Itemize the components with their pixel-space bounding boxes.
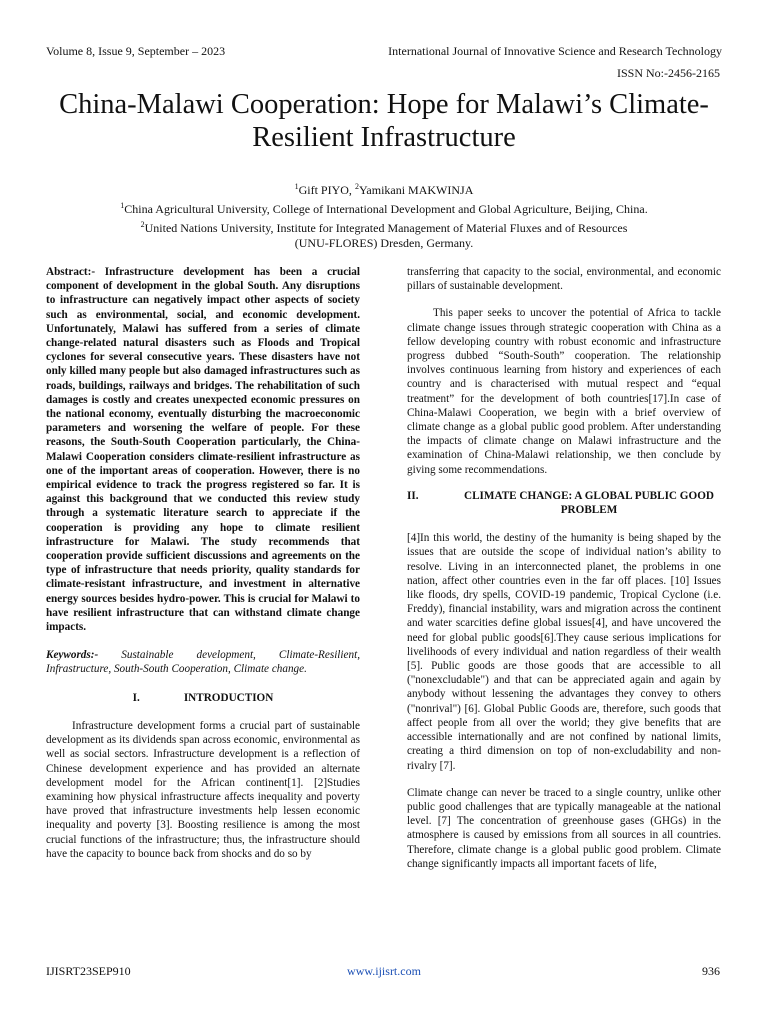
affiliation-1-text: China Agricultural University, College of International Development and Global Agriculture, Beijing, China. — [124, 202, 648, 216]
paragraph-continued: transferring that capacity to the social, environmental, and economic pillars of sustainable development. — [407, 266, 721, 293]
author-block — [40, 179, 728, 251]
keywords-text: Sustainable development, Climate-Resilient, Infrastructure, South-South Cooperation, Climate change. — [46, 649, 360, 676]
paragraph-purpose: This paper seeks to uncover the potential of Africa to tackle climate change issues through strategic cooperation with China as a fellow developing country with robust economic and infrastructure progress dubbed “South-South” cooperation. The relationship involves continuous learning from history and experiences of each country and is characterised with mutual respect and “equal treatment” for the development of both countries[17].In case of China-Malawi Cooperation, we begin with a brief overview of climate change as a global public good problem. After understanding the impacts of climate change on Malawi infrastructure and the examination of China-Malawi relationship, we then conclude by giving some recommendations. — [407, 307, 721, 476]
volume-info: Volume 8, Issue 9, September – 2023 — [46, 44, 226, 58]
paragraph-climate-change: Climate change can never be traced to a single country, unlike other public good challenges that are typically manageable at the national level. [7] The concentration of greenhouse gases (GHGs) in the atmosphere is caused by emissions from all sources in all countries. Therefore, climate change is a global public good problem. Climate change significantly impacts all important facets of life, — [407, 786, 721, 870]
section-title: CLIMATE CHANGE: A GLOBAL PUBLIC GOOD PROBLEM — [464, 489, 714, 517]
author-sup: 2 — [354, 182, 359, 191]
author-line — [40, 179, 728, 198]
paper-title: China-Malawi Cooperation: Hope for Malawi’s Climate-Resilient Infrastructure — [59, 89, 709, 153]
affiliation-2 — [40, 217, 728, 236]
section-number: II. — [407, 489, 419, 502]
right-column — [407, 265, 721, 871]
keywords-label: Keywords:- — [46, 649, 99, 662]
section-title: INTRODUCTION — [183, 691, 274, 704]
author-sup: 1 — [294, 182, 299, 191]
paper-id: IJISRT23SEP910 — [46, 964, 131, 978]
paragraph-global-issues: [4]In this world, the destiny of the humanity is being shaped by the issues that are outside the scope of individual nation’s ability to resolve. Living in an interconnected planet, the problems in one nation, affect other countries even in the far off places. [10] Issues like floods, dry spells, COVID-19 pandemic, Tropical Cyclone (i.e. Freddy), financial instability, wars and migration across the continent and water scarcities define global issues[4], and have uncovered the need for global public goods[6].They cause serious implications for livelihoods of every individual and nation regardless of their wealth [5]. Public goods are those goods that are accessible to all ("nonexcludable") and that can be appreciated again and again by anybody without lessening the advantages they convey to others ("nonrival") [6]. Global Public Goods are, therefore, such goods that affect people from all over the world; they give benefits that are accessible internationally and are not confined by national limits, creating a third dimension on top of non-excludability and non-rivalry [7]. — [407, 532, 721, 772]
affiliation-sup: 2 — [140, 220, 145, 229]
author-1: Gift PIYO, — [298, 183, 355, 197]
section-heading-climate-change — [407, 489, 721, 517]
affiliation-2-cont: (UNU-FLORES) Dresden, Germany. — [294, 236, 474, 250]
section-number: I. — [132, 691, 140, 704]
section-heading-introduction — [46, 691, 360, 705]
website-link[interactable]: www.ijisrt.com — [347, 964, 421, 978]
abstract: Abstract:- Infrastructure development has been a crucial component of development in the global South. Any disruptions to infrastructure can negatively impact other aspects of society such as environmental, social, and economic development. Unfortunately, Malawi has suffered from a series of climate change-related natural disasters such as Floods and Tropical cyclones for several consecutive years. These disasters have not only killed many people but also damaged infrastructures such as roads, buildings, railways and bridges. The rehabilitation of such damages is costly and creates unexpected economic pressures on the national economy, eventually disturbing the macroeconomic parameters and worsening the welfare of people. For these reasons, the South-South Cooperation particularly, the China-Malawi Cooperation considers climate-resilient infrastructure as one of the important areas of cooperation. However, there is no empirical evidence to track the progress registered so far. It is against this background that we conducted this review study through a systematic literature search to appreciate if the cooperation is providing any hope to climate resilient infrastructure for Malawi. The study recommends that cooperation provide sufficient discussions and agreements on the type of infrastructure that needs priority, quality standards for climate-resistant infrastructure, and investment in alternative energy sources besides hydro-power. This is crucial for Malawi to have resilient infrastructure that can withstand climate change impacts. — [46, 266, 360, 634]
left-column — [46, 265, 360, 861]
intro-paragraph: Infrastructure development forms a crucial part of sustainable development as its dividends span across economic, environmental as well as social sectors. Infrastructure development is a reflection of Chinese development experience and has provided an alternate development model for the African continent[1]. [2]Studies examining how physical infrastructure affects inequality and poverty have proved that infrastructure investments help lessen economic inequality and poverty [3]. Boosting resilience is among the most crucial functions of the infrastructure; thus, the infrastructure should have the capacity to bounce back from shocks and do so by — [46, 719, 360, 860]
affiliation-2-text: United Nations University, Institute for Integrated Management of Material Fluxes and of Resources — [144, 221, 628, 235]
author-2: Yamikani MAKWINJA — [358, 183, 474, 197]
keywords — [46, 648, 360, 676]
page-number: 936 — [702, 964, 720, 978]
affiliation-sup: 1 — [120, 201, 125, 210]
affiliation-1 — [40, 198, 728, 217]
issn: ISSN No:-2456-2165 — [616, 66, 720, 80]
journal-name: International Journal of Innovative Science and Research Technology — [388, 44, 722, 58]
